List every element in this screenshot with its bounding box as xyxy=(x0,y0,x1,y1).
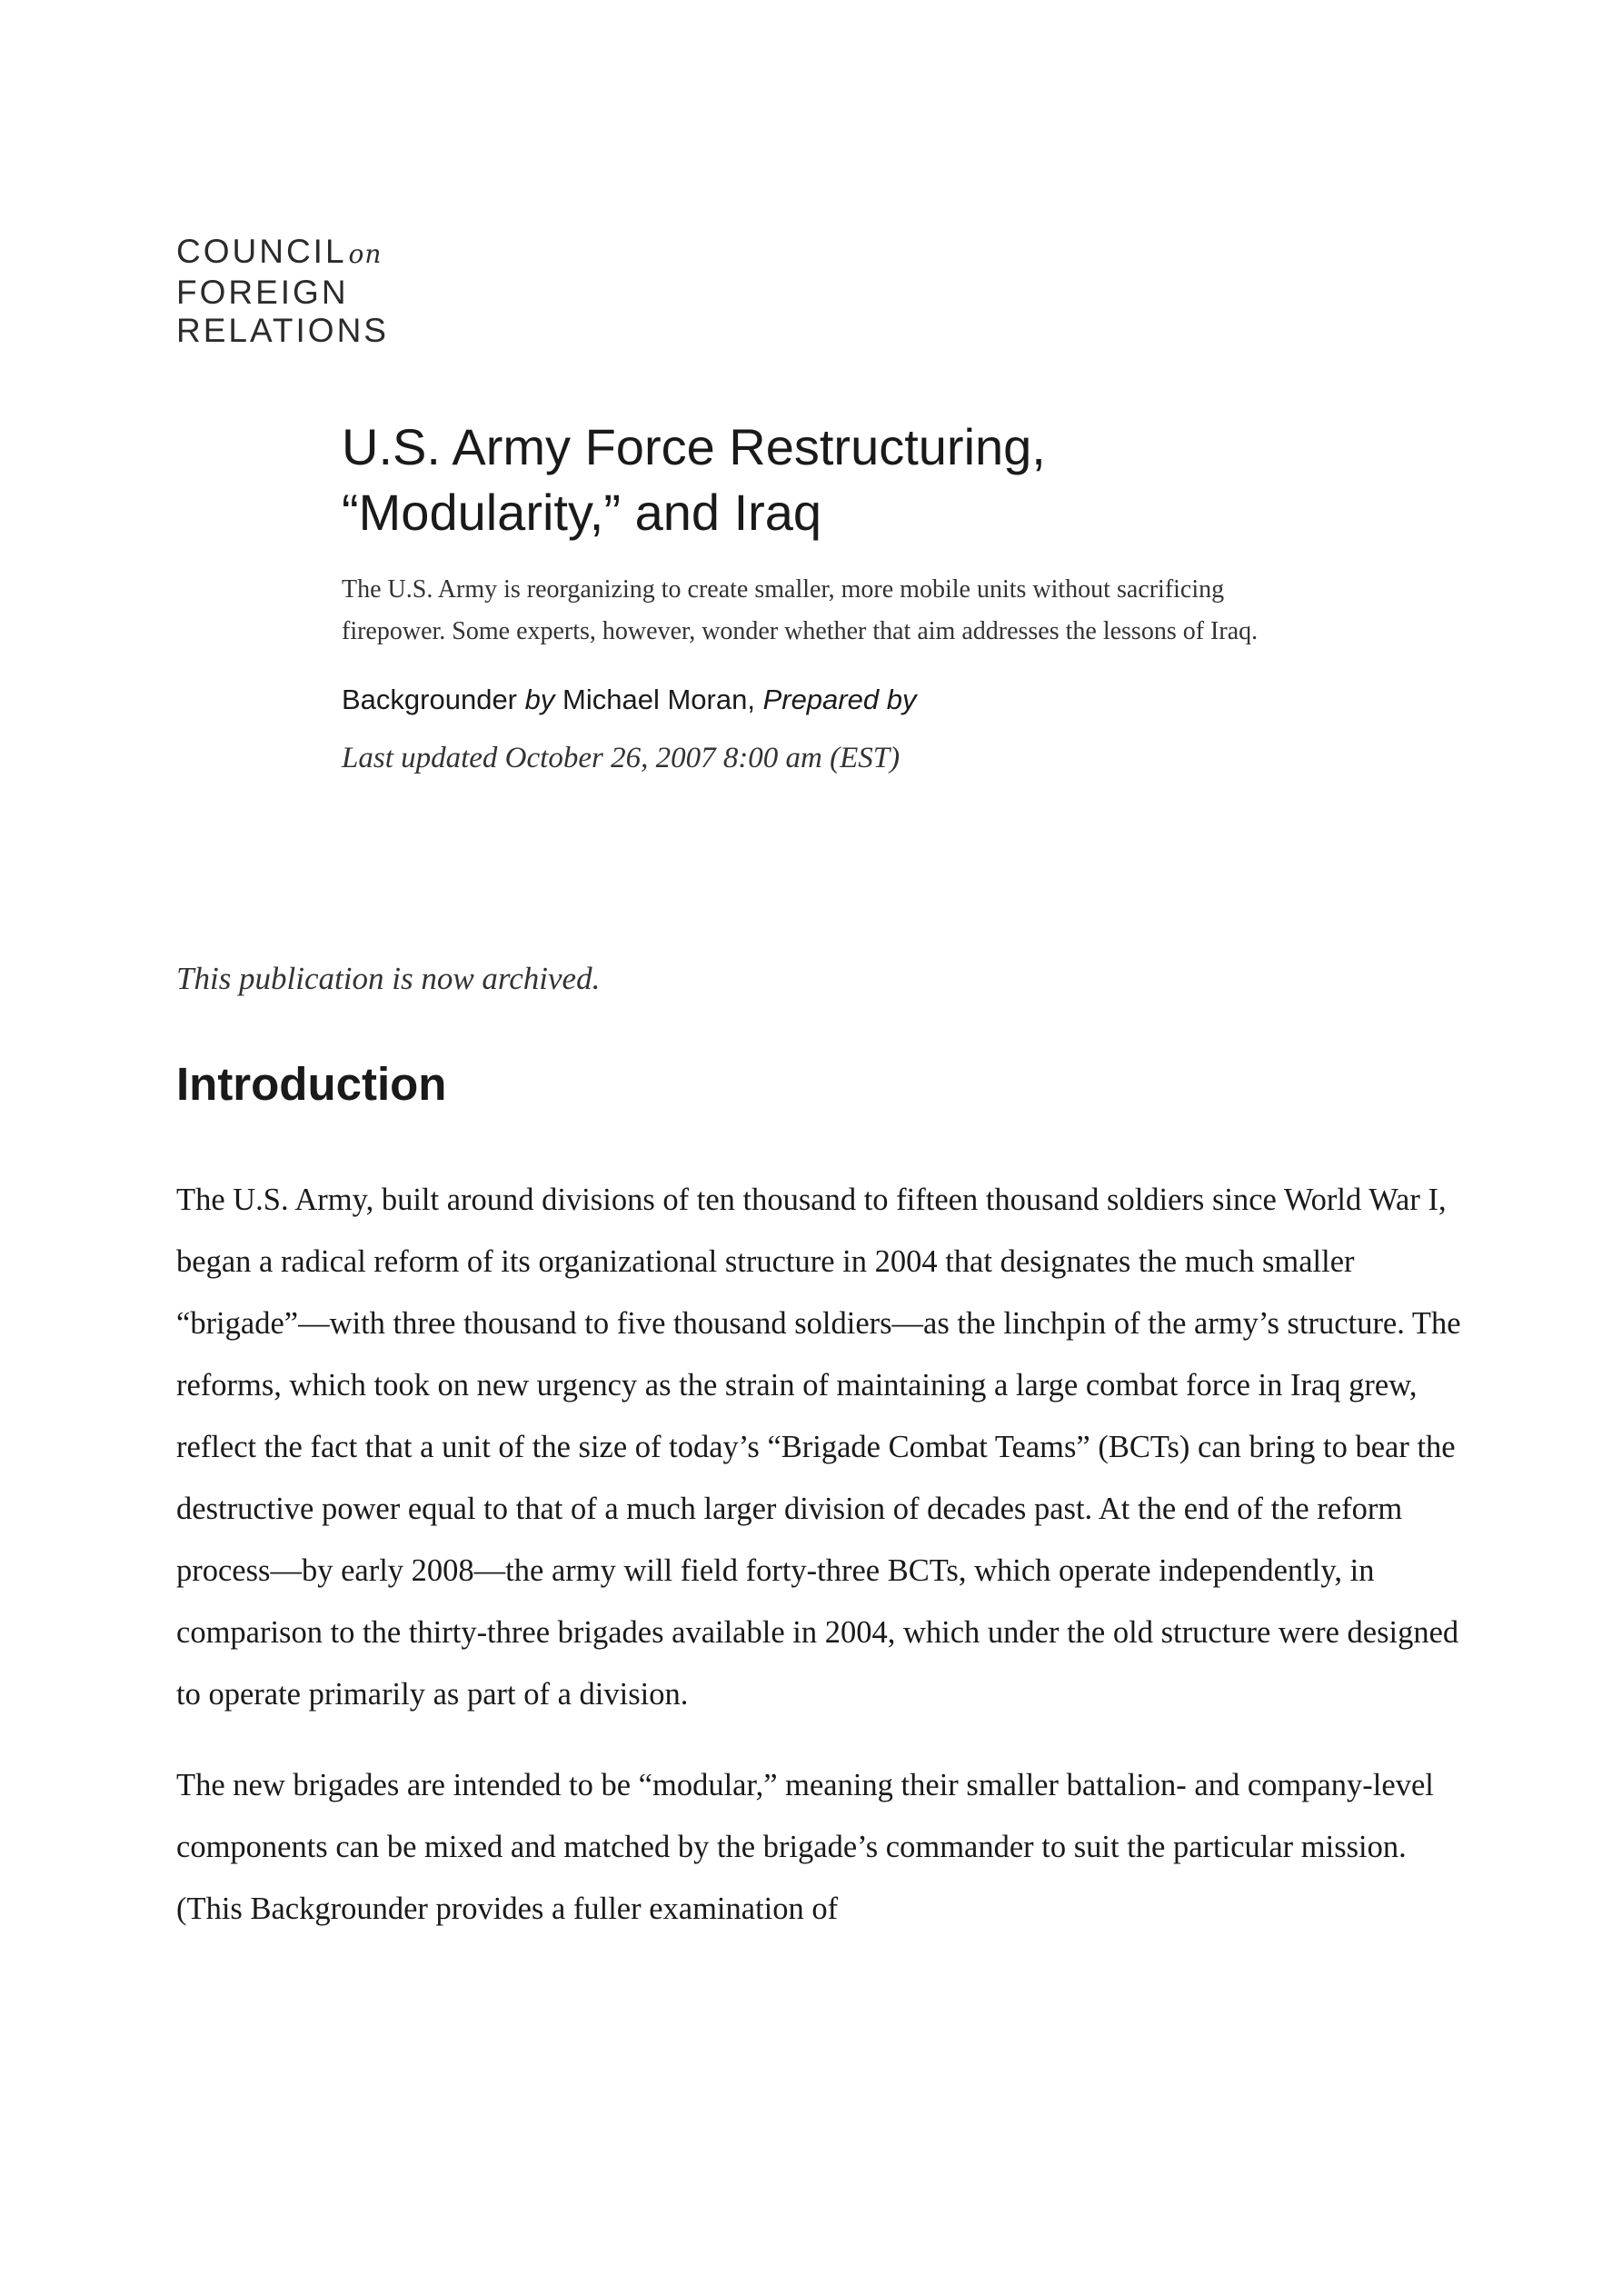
cfr-logo[interactable] xyxy=(176,233,389,350)
article-body xyxy=(176,1169,1467,1969)
article-summary: The U.S. Army is reorganizing to create smaller, more mobile units without sacrificing firepower. Some experts, however, wonder whether that aim addresses the lessons of Iraq. xyxy=(342,575,1259,645)
logo-line-3: RELATIONS xyxy=(176,312,389,349)
section-heading: Introduction xyxy=(176,1058,447,1110)
article-type[interactable]: Backgrounder xyxy=(342,684,518,715)
body-paragraph-1: The U.S. Army, built around divisions of ten thousand to fifteen thousand soldiers since World War I, began a radical reform of its organizational structure in 2004 that designates the much smaller “brigade”—with three thousand to five thousand soldiers—as the linchpin of the army’s structure. The reforms, which took on new urgency as the strain of maintaining a large combat force in Iraq grew, reflect the fact that a unit of the size of today’s “Brigade Combat Teams” (BCTs) can bring to bear the destructive power equal to that of a much larger division of decades past. At the end of the reform process—by early 2008—the army will field forty-three BCTs, which operate independently, in comparison to the thirty-three brigades available in 2004, which under the old structure were designed to operate primarily as part of a division. xyxy=(176,1183,1461,1712)
last-updated: Last updated October 26, 2007 8:00 am (EST) xyxy=(342,742,901,774)
logo-line-1 xyxy=(176,233,389,274)
author-name[interactable]: Michael Moran, xyxy=(562,684,755,715)
logo-line-2: FOREIGN xyxy=(176,274,349,311)
article-header xyxy=(342,414,1341,776)
article-title-line-2: “Modularity,” and Iraq xyxy=(342,484,822,541)
logo-word-on: on xyxy=(348,239,383,269)
byline-by: by xyxy=(524,684,555,715)
article-title xyxy=(342,414,1341,545)
byline-prepared: Prepared by xyxy=(762,684,917,715)
logo-word-council: COUNCIL xyxy=(176,233,347,270)
article-byline xyxy=(342,682,1341,718)
body-paragraph-2: The new brigades are intended to be “modular,” meaning their smaller battalion- and company-level components can be mixed and matched by the brigade’s commander to suit the particular mission. (This Backgrounder provides a fuller examination of xyxy=(176,1768,1434,1926)
article-title-line-1: U.S. Army Force Restructuring, xyxy=(342,418,1046,475)
archived-note: This publication is now archived. xyxy=(176,961,601,996)
